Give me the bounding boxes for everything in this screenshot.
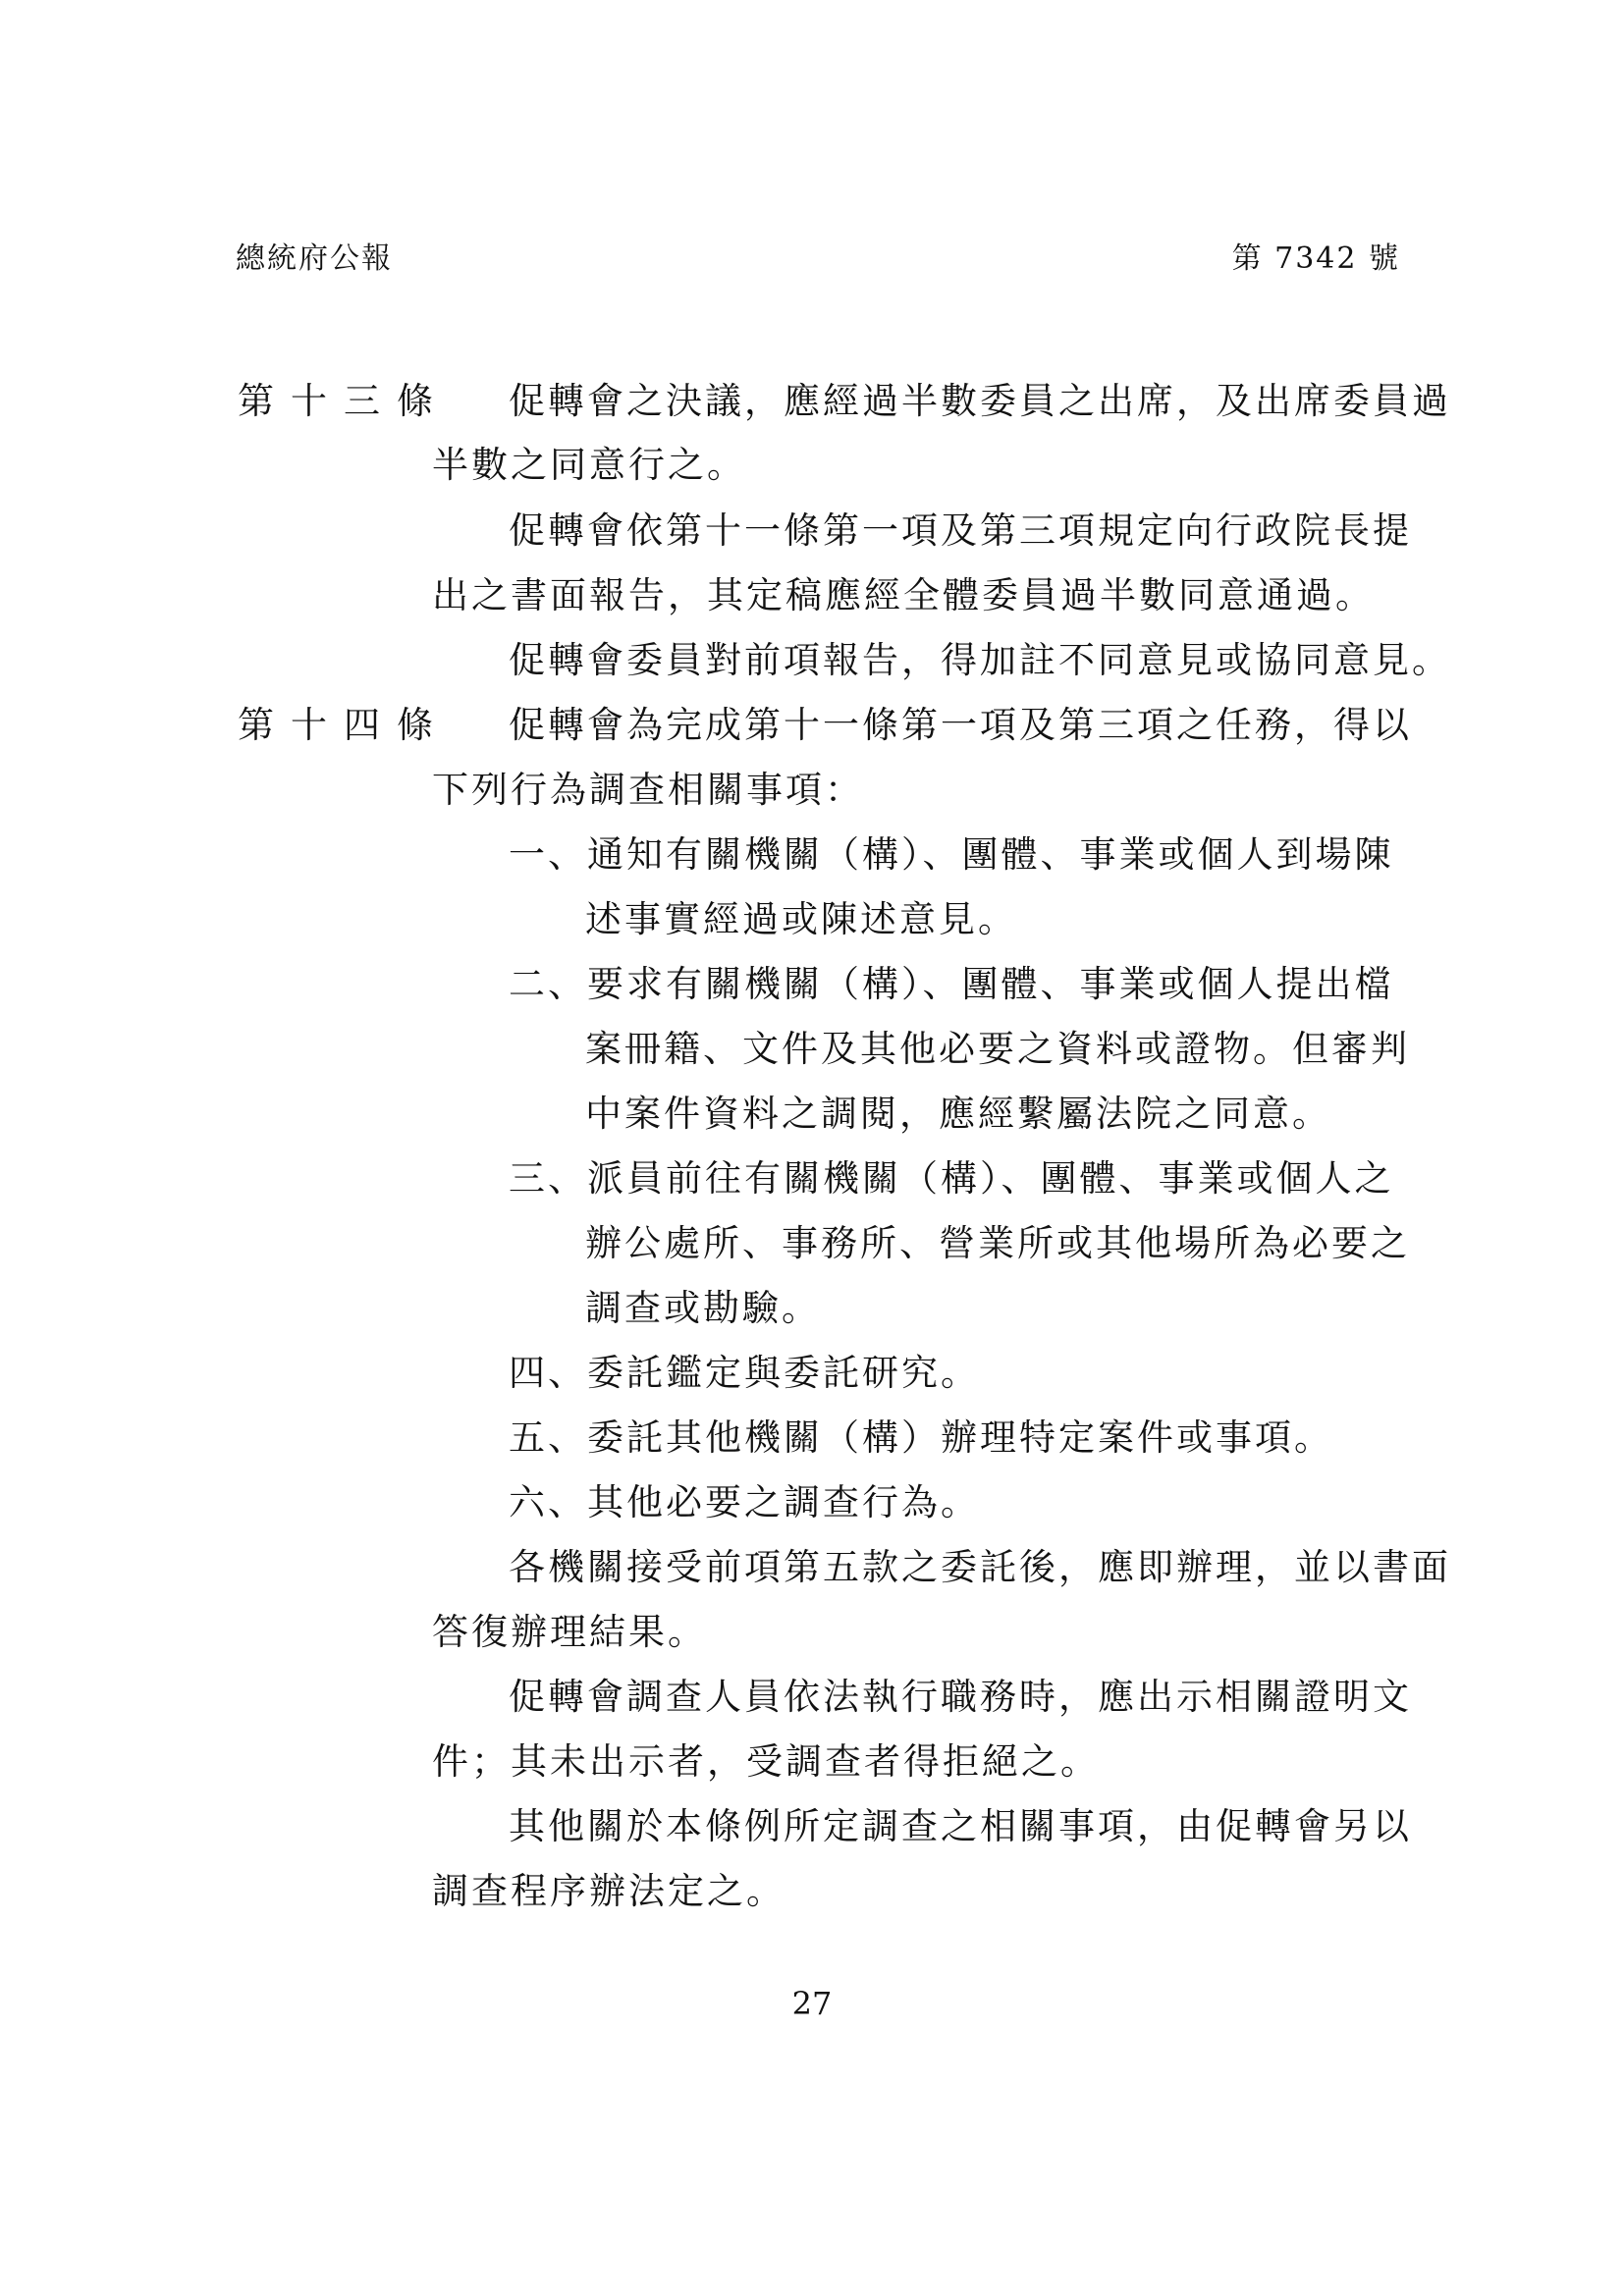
article-14-para-3-line-2: 件；其未出示者，受調查者得拒絕之。 xyxy=(432,1740,1100,1783)
article-14-item-2-line-3: 中案件資料之調閱，應經繫屬法院之同意。 xyxy=(585,1093,1331,1135)
article-14-item-3-line-2: 辦公處所、事務所、營業所或其他場所為必要之 xyxy=(585,1222,1410,1264)
article-14-item-1-line-1: 一、通知有關機關（構）、團體、事業或個人到場陳 xyxy=(509,833,1394,876)
article-14-para-4-line-1: 其他關於本條例所定調查之相關事項，由促轉會另以 xyxy=(509,1805,1412,1847)
article-13-label: 第十三條 xyxy=(238,380,450,422)
article-14-item-3-line-1: 三、派員前往有關機關（構）、團體、事業或個人之 xyxy=(509,1157,1394,1200)
article-14-para-2-line-1: 各機關接受前項第五款之委託後，應即辦理，並以書面 xyxy=(509,1546,1451,1588)
page-number: 27 xyxy=(791,1985,833,2022)
article-14-item-2-line-1: 二、要求有關機關（構）、團體、事業或個人提出檔 xyxy=(509,963,1394,1005)
article-14-item-6: 六、其他必要之調查行為。 xyxy=(509,1481,980,1523)
article-13-line-2: 半數之同意行之。 xyxy=(432,444,746,486)
article-14-para-2-line-2: 答復辦理結果。 xyxy=(432,1611,707,1653)
publication-title: 總統府公報 xyxy=(236,241,393,276)
article-14-para-3-line-1: 促轉會調查人員依法執行職務時，應出示相關證明文 xyxy=(509,1676,1412,1718)
article-14-line-1: 促轉會為完成第十一條第一項及第三項之任務，得以 xyxy=(509,704,1412,746)
article-14-item-2-line-2: 案冊籍、文件及其他必要之資料或證物。但審判 xyxy=(585,1028,1410,1070)
article-13-line-4: 出之書面報告，其定稿應經全體委員過半數同意通過。 xyxy=(432,574,1375,616)
article-14-label: 第十四條 xyxy=(238,704,450,746)
article-14-line-2: 下列行為調查相關事項： xyxy=(432,769,864,811)
article-14-item-1-line-2: 述事實經過或陳述意見。 xyxy=(585,898,1017,940)
issue-number: 第 7342 號 xyxy=(1231,241,1400,276)
article-13-line-3: 促轉會依第十一條第一項及第三項規定向行政院長提 xyxy=(509,509,1412,552)
article-14-para-4-line-2: 調查程序辦法定之。 xyxy=(432,1870,785,1912)
article-14-item-4: 四、委託鑑定與委託研究。 xyxy=(509,1352,980,1394)
article-14-item-3-line-3: 調查或勘驗。 xyxy=(585,1287,821,1329)
article-14-item-5: 五、委託其他機關（構）辦理特定案件或事項。 xyxy=(509,1416,1333,1459)
article-13-line-5: 促轉會委員對前項報告，得加註不同意見或協同意見。 xyxy=(509,639,1451,681)
article-13-line-1: 促轉會之決議，應經過半數委員之出席，及出席委員過 xyxy=(509,380,1451,422)
